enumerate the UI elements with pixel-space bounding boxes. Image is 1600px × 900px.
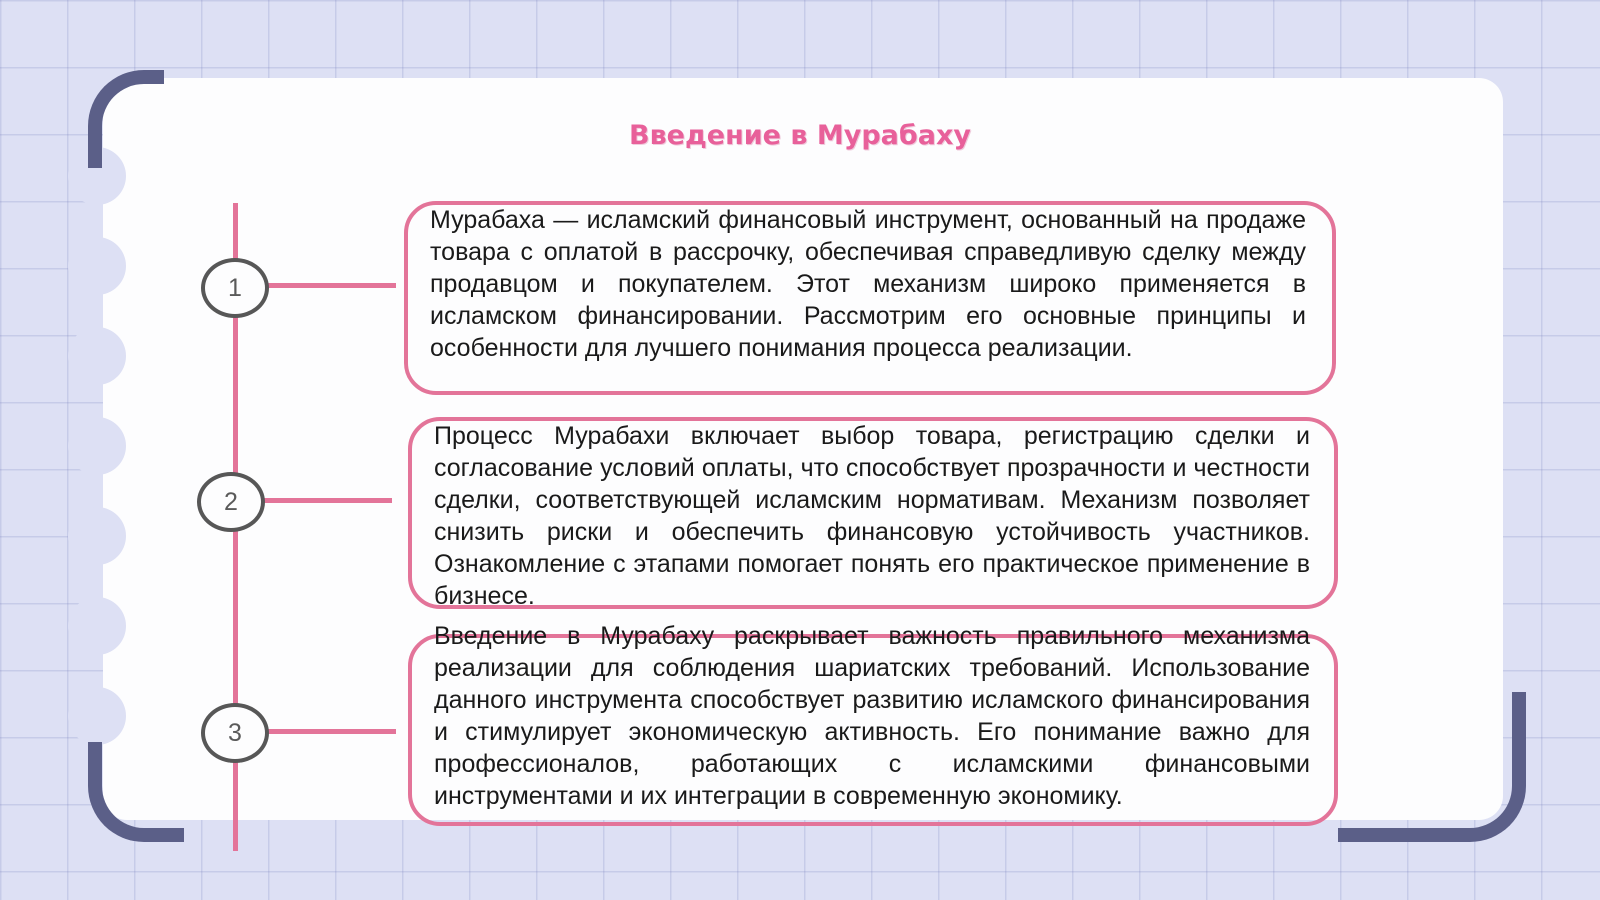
frame-corner-bottom-right [1338,692,1526,842]
frame-corner-bottom-left [88,742,184,842]
step-number-badge: 1 [201,258,269,318]
step-number-badge: 3 [201,703,269,763]
step-number-badge: 2 [197,472,265,532]
slide-title: Введение в Мурабаху [629,120,971,151]
binder-notch [68,327,126,385]
step-connector [266,283,396,288]
binder-notch [68,507,126,565]
step-connector [266,729,396,734]
step-connector [262,498,392,503]
step-text: Процесс Мурабахи включает выбор товара, регистрацию сделки и согласование условий оплаты, что способствует прозрачности и честности сделки, соответствующей исламским нормативам. Механизм позволяет снизить риски и обеспечить финансовую устойчивость участников. Ознакомление с этапами помогает понять его практическое применение в бизнесе. [434,422,1310,610]
binder-notch [68,417,126,475]
frame-corner-top-left [88,70,164,168]
step-text: Мурабаха — исламский финансовый инструмент, основанный на продаже товара с оплатой в рассрочку, обеспечивая справедливую сделку между продавцом и покупателем. Этот механизм широко применяется в исламском финансировании. Рассмотрим его основные принципы и особенности для лучшего понимания процесса реализации. [430,206,1306,362]
binder-notch [68,687,126,745]
binder-notch [68,237,126,295]
binder-notch [68,597,126,655]
step-text: Введение в Мурабаху раскрывает важность правильного механизма реализации для соблюдения шариатских требований. Использование данного инструмента способствует развитию исламского финансирования и стимулирует экономическую активность. Его понимание важно для профессионалов, работающих с исламскими финансовыми инструментами и их интеграции в современную экономику. [434,622,1310,810]
